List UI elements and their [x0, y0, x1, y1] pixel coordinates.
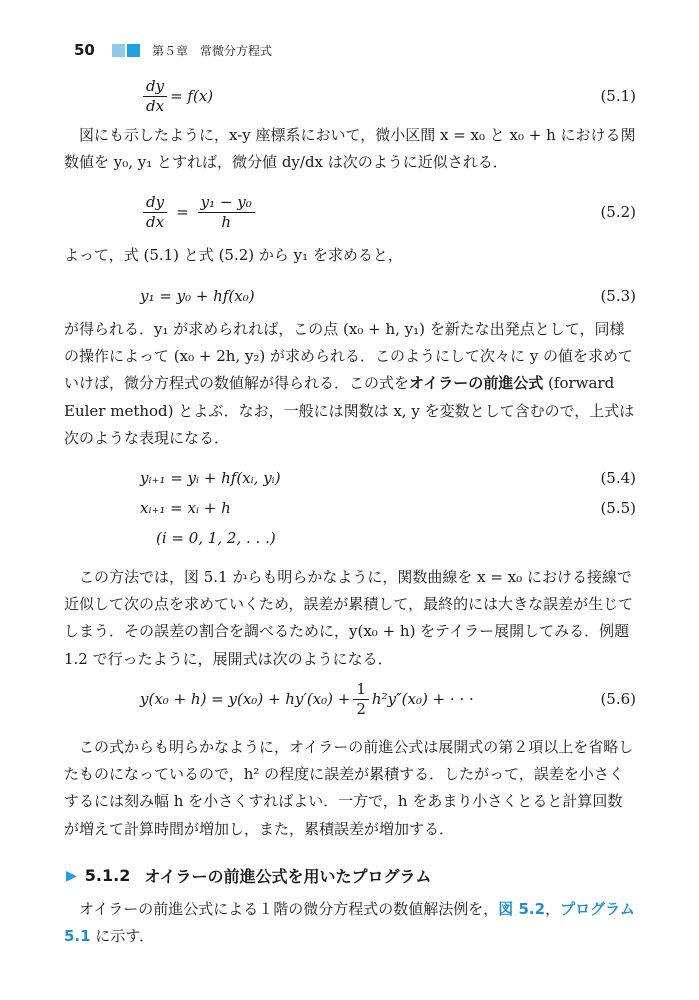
paragraph: この式からも明らかなように，オイラーの前進公式は展開式の第２項以上を省略したものになっているので，h² の程度に誤差が累積する．したがって，誤差を小さくするには刻み幅 h を小さくすればよい．一方で，h をあまり小さくとると計算回数が増えて計算時間が増加し，また，累積誤差が増加する． [64, 738, 634, 838]
section-title: オイラーの前進公式を用いたプログラム [144, 867, 432, 886]
equation-5-6: y(x₀ + h) = y(x₀) + hy′(x₀) + $\frac{1}{2}$ h²y″(x₀) + · · · (5.6) [140, 679, 636, 718]
paragraph: オイラーの前進公式による１階の微分方程式の数値解法例を，図 5.2，プログラム 5.1 に示す． [64, 900, 635, 946]
equation-5-5: xᵢ₊₁ = xᵢ + h (5.5) [140, 499, 636, 517]
fraction: $\frac{1}{2}$ [353, 681, 369, 718]
equation-number: (5.6) [600, 690, 636, 708]
fraction: $\frac{dy}{dx}$ [143, 194, 167, 231]
fraction: $\frac{\text{y₁ − y₀}}{h}$ [198, 194, 255, 231]
program-ref-link[interactable]: プログラム 5.1 [64, 900, 635, 946]
triangle-bullet-icon: ▶ [66, 867, 77, 884]
equation-5-1 [140, 76, 636, 116]
paragraph: よって，式 (5.1) と式 (5.2) から y₁ を求めると， [64, 246, 403, 264]
equation-number: (5.4) [600, 469, 636, 487]
equation-number: (5.3) [600, 287, 636, 305]
figure-ref-link[interactable]: 図 5.2 [498, 900, 546, 918]
equation-index-range: (i = 0, 1, 2, . . .) [156, 529, 276, 547]
equation-rhs: = f(x) [170, 87, 214, 105]
term-euler-forward: オイラーの前進公式 [409, 374, 544, 393]
chapter-label: 第５章 [152, 43, 189, 58]
header-marker-dark [127, 44, 140, 57]
equation-5-4: yᵢ₊₁ = yᵢ + hf(xᵢ, yᵢ) (5.4) [140, 469, 636, 487]
paragraph: この方法では，図 5.1 からも明らかなように，関数曲線を x = x₀ における接線で近似して次の点を求めていくため，誤差が累積して，最終的には大きな誤差が生じてしまう．その誤差の割合を調べるために，y(x₀ + h) をテイラー展開してみる．例題 1.2 で行ったように，展開式は次のようになる． [64, 568, 634, 668]
header-marker-light [112, 44, 125, 57]
section-heading [66, 864, 431, 887]
paragraph: 図にも示したように，x-y 座標系において，微小区間 x = x₀ と x₀ + h における関数値を y₀, y₁ とすれば，微分値 dy/dx は次のように近似される． [64, 126, 636, 172]
fraction: $\frac{dy}{dx}$ [143, 78, 167, 115]
page-number: 50 [74, 41, 95, 59]
chapter-title: 常微分方程式 [200, 43, 273, 58]
equation-number: (5.2) [600, 203, 636, 221]
equation-5-2: $\frac{dy}{dx}$ = $\frac{\text{y₁ − y₀}}{h}$ (5.2) [140, 192, 636, 232]
page-header [74, 40, 272, 60]
equation-number: (5.5) [600, 499, 636, 517]
equation-number: (5.1) [600, 87, 636, 105]
section-number: 5.1.2 [84, 866, 131, 885]
paragraph: が得られる．y₁ が求められれば，この点 (x₀ + h, y₁) を新たな出発点として，同様の操作によって (x₀ + 2h, y₂) が求められる．このようにして次々に y の値を求めていけば，微分方程式の数値解が得られる．この式をオイラーの前進公式 (forward Euler method) とよぶ．なお，一般には関数は x, y を変数として含むので，上式は次のような表現になる． [64, 320, 635, 447]
equation-5-3: y₁ = y₀ + hf(x₀) (5.3) [140, 287, 636, 305]
